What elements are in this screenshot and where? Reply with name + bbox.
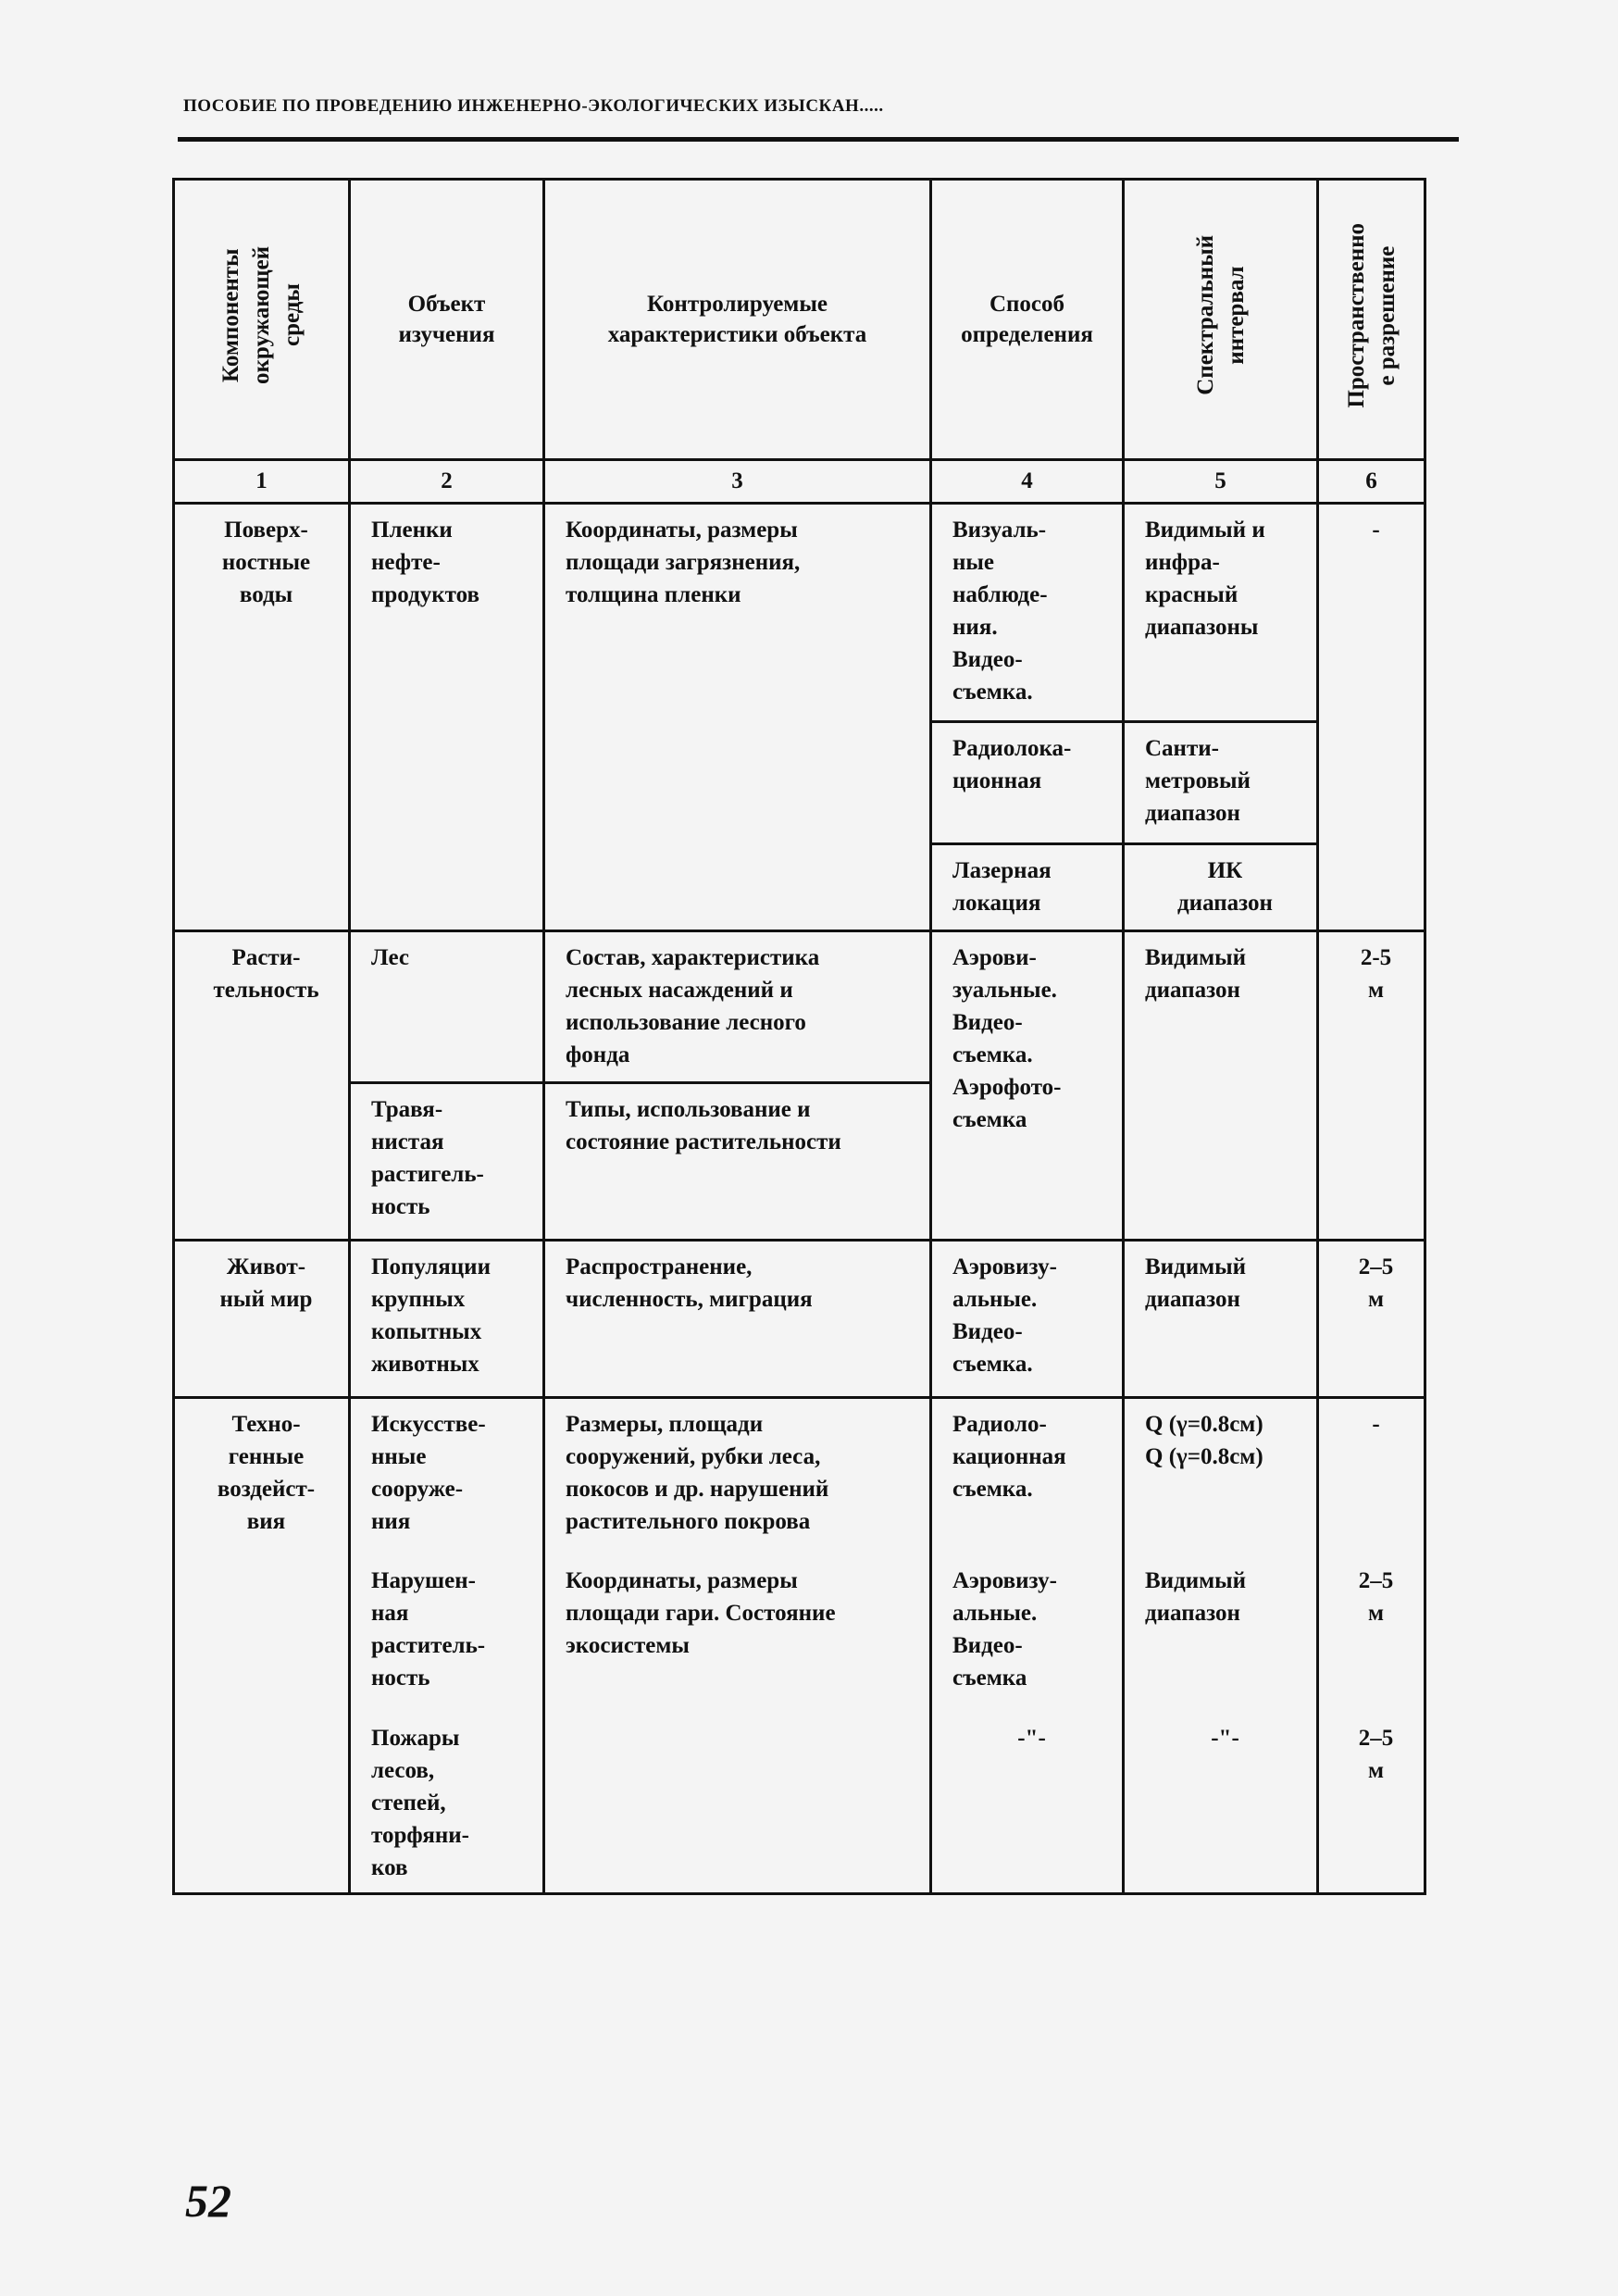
col-number-1: 1 xyxy=(174,460,350,504)
component-technogenic: Техно- генные воздейст- вия xyxy=(174,1398,350,1894)
object-forest: Лес xyxy=(350,931,544,1083)
method-radar: Радиолока- ционная xyxy=(931,722,1124,844)
object-grass: Травя- нистая растигель- ность xyxy=(350,1083,544,1241)
spectrum-visible: Видимый диапазон xyxy=(1124,1555,1318,1713)
object-disturbed-vegetation: Нарушен- ная раститель- ность xyxy=(350,1555,544,1713)
spectrum-ir: ИК диапазон xyxy=(1124,844,1318,931)
col-number-4: 4 xyxy=(931,460,1124,504)
resolution-fauna: 2–5 м xyxy=(1318,1241,1425,1398)
characteristics-burn: Координаты, размеры площади гари. Состояние экосистемы xyxy=(544,1555,931,1894)
spectrum-vegetation: Видимый диапазон xyxy=(1124,931,1318,1241)
method-ditto: -"- xyxy=(931,1713,1124,1894)
characteristics-structures: Размеры, площади сооружений, рубки леса, покосов и др. нарушений растительного покрова xyxy=(544,1398,931,1555)
column-number-row xyxy=(174,460,1425,504)
survey-table xyxy=(172,178,1426,1895)
header-spectrum: Спектральный интервал xyxy=(1124,180,1318,460)
method-laser: Лазерная локация xyxy=(931,844,1124,931)
characteristics-water: Координаты, размеры площади загрязнения, толщина пленки xyxy=(544,504,931,931)
header-characteristics: Контролируемые характеристики объекта xyxy=(544,180,931,460)
table-row xyxy=(174,1241,1425,1398)
method-fauna: Аэровизу- альные. Видео- съемка. xyxy=(931,1241,1124,1398)
table-row xyxy=(174,504,1425,722)
col-number-2: 2 xyxy=(350,460,544,504)
resolution-structures: - xyxy=(1318,1398,1425,1555)
spectrum-fauna: Видимый диапазон xyxy=(1124,1241,1318,1398)
page-number: 52 xyxy=(185,2175,231,2227)
resolution-water: - xyxy=(1318,504,1425,931)
header-resolution: Пространственно е разрешение xyxy=(1318,180,1425,460)
spectrum-visible-ir: Видимый и инфра- красный диапазоны xyxy=(1124,504,1318,722)
resolution-disturbed: 2–5 м xyxy=(1318,1555,1425,1713)
col-number-3: 3 xyxy=(544,460,931,504)
component-water: Поверх- ностные воды xyxy=(174,504,350,931)
characteristics-grass: Типы, использование и состояние растительности xyxy=(544,1083,931,1241)
characteristics-forest: Состав, характеристика лесных насаждений и использование лесного фонда xyxy=(544,931,931,1083)
running-head: ПОСОБИЕ ПО ПРОВЕДЕНИЮ ИНЖЕНЕРНО-ЭКОЛОГИЧЕСКИХ ИЗЫСКАН..... xyxy=(183,96,884,116)
spectrum-ditto: -"- xyxy=(1124,1713,1318,1894)
method-visual: Визуаль- ные наблюде- ния. Видео- съемка. xyxy=(931,504,1124,722)
method-vegetation: Аэрови- зуальные. Видео- съемка. Аэрофото- съемка xyxy=(931,931,1124,1241)
method-radar-survey: Радиоло- кационная съемка. xyxy=(931,1398,1124,1555)
header-rule xyxy=(178,137,1459,142)
table-row xyxy=(174,1555,1425,1713)
table-row xyxy=(174,1398,1425,1555)
characteristics-fauna: Распространение, численность, миграция xyxy=(544,1241,931,1398)
spectrum-centimeter: Санти- метровый диапазон xyxy=(1124,722,1318,844)
object-structures: Искусстве- нные сооруже- ния xyxy=(350,1398,544,1555)
spectrum-radar: Q (γ=0.8см) Q (γ=0.8см) xyxy=(1124,1398,1318,1555)
component-vegetation: Расти- тельность xyxy=(174,931,350,1241)
object-ungulates: Популяции крупных копытных животных xyxy=(350,1241,544,1398)
resolution-fires: 2–5 м xyxy=(1318,1713,1425,1894)
method-aerovisual: Аэровизу- альные. Видео- съемка xyxy=(931,1555,1124,1713)
col-number-5: 5 xyxy=(1124,460,1318,504)
table-row xyxy=(174,931,1425,1083)
col-number-6: 6 xyxy=(1318,460,1425,504)
component-fauna: Живот- ный мир xyxy=(174,1241,350,1398)
header-components: Компоненты окружающей среды xyxy=(174,180,350,460)
resolution-vegetation: 2-5 м xyxy=(1318,931,1425,1241)
table-header-row xyxy=(174,180,1425,460)
object-oil-films: Пленки нефте- продуктов xyxy=(350,504,544,931)
header-object: Объект изучения xyxy=(350,180,544,460)
object-fires: Пожары лесов, степей, торфяни- ков xyxy=(350,1713,544,1894)
header-method: Способ определения xyxy=(931,180,1124,460)
